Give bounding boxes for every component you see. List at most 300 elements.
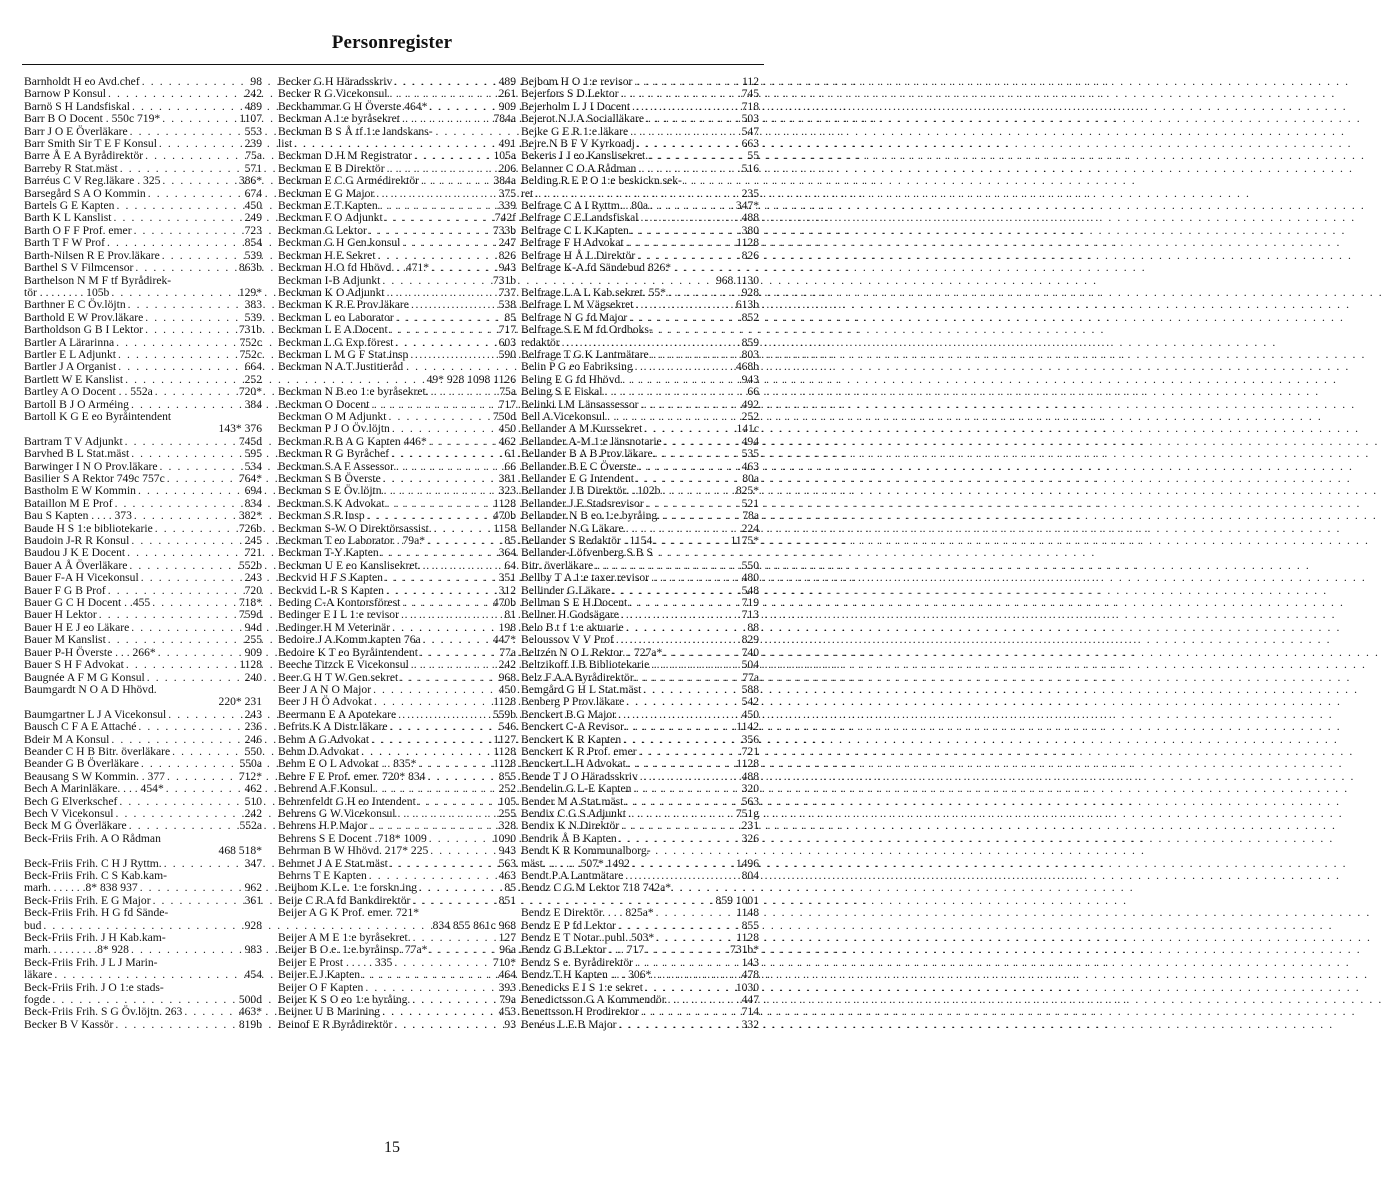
entry-pages: 731b <box>492 273 516 287</box>
dot-leader <box>650 150 745 162</box>
entry-name: Beckman F O Adjunkt <box>278 211 383 225</box>
entry-name: Bende T J O Häradsskriv <box>521 769 638 783</box>
dot-leader <box>419 882 502 894</box>
entry-name: Bejerot N J A Socialläkare <box>521 112 644 126</box>
entry-pages: 383 <box>244 298 262 312</box>
dot-leader <box>126 659 237 671</box>
dot-leader <box>362 969 497 981</box>
entry-name: Barr Smith Sir T E F Konsul <box>24 137 157 151</box>
entry-name: Bell A Vicekonsul <box>521 409 606 423</box>
entry-name: Bedoire K T eo Byråintendent <box>278 645 418 659</box>
dot-leader <box>392 423 497 435</box>
entry-name: Beckman E T Kapten <box>278 199 378 213</box>
dot-leader <box>646 944 728 956</box>
entry-pages: 909 <box>498 99 516 113</box>
entry-pages: 252 <box>741 409 759 423</box>
entry-name: Barre Å E A Byrådirektör <box>24 149 144 163</box>
entry-pages: 447* <box>492 633 516 647</box>
dot-leader <box>374 696 491 708</box>
entry-name: Beermann E A Apotekare <box>278 707 397 721</box>
entry-name: Beckman S E Öv.löjtn <box>278 484 382 498</box>
dot-leader <box>635 299 733 311</box>
entry-name: Beckman E C G Armédirektör <box>278 174 420 188</box>
entry-name: Bendelin G L-E Kapten <box>521 782 632 796</box>
entry-pages: 943 <box>498 261 516 275</box>
entry-pages: 943 <box>498 844 516 858</box>
entry-pages: 312 <box>498 583 516 597</box>
entry-pages: 726b <box>238 521 262 535</box>
entry-pages: 488 <box>741 769 759 783</box>
entry-pages: 503 <box>741 112 759 126</box>
entry-name: Beckman G Lektor <box>278 223 367 237</box>
register-entry <box>521 212 759 224</box>
entry-name: Belfrage K-A fd Sändebud 826* <box>521 261 672 275</box>
entry-name: Beckman E B Direktör <box>278 161 385 175</box>
register-entry <box>24 175 262 187</box>
entry-name: Barthold E W Prov.läkare <box>24 310 144 324</box>
entry-pages: 550 <box>244 744 262 758</box>
dot-leader <box>107 237 243 249</box>
entry-pages: 463 <box>741 459 759 473</box>
entry-pages: 382* <box>238 509 262 523</box>
entry-pages: 235 <box>741 186 759 200</box>
entry-name: Bausch C F A E Attaché <box>24 720 137 734</box>
entry-name: Bejerholm L J I Docent <box>521 99 631 113</box>
entry-pages: 819b <box>238 1017 262 1031</box>
entry-pages: 825* <box>735 484 759 498</box>
entry-name: Belfrage N G fd Major <box>521 310 628 324</box>
register-entry <box>24 262 262 274</box>
dot-leader <box>412 895 496 907</box>
entry-pages: 347* <box>735 199 759 213</box>
entry-pages: 752c <box>239 335 262 349</box>
dot-leader <box>164 858 243 870</box>
entry-name: Beling S E Fiskal <box>521 385 603 399</box>
entry-name: Bartels G E Kapten <box>24 199 115 213</box>
entry-name: Beckman L eo Laborator <box>278 310 394 324</box>
entry-pages: 826 <box>741 248 759 262</box>
entry-pages: 81 <box>504 608 516 622</box>
entry-name: bud <box>24 918 42 932</box>
entry-name: Beckman U E eo Kanslisekret. <box>278 558 421 572</box>
dot-leader <box>644 423 734 435</box>
register-entry <box>521 609 759 621</box>
register-entry <box>521 969 759 981</box>
entry-pages: 98 <box>250 75 262 88</box>
entry-name: Beije C R A fd Bankdirektör <box>278 893 411 907</box>
entry-name: Bellander S Redaktör . 1154 <box>521 534 653 548</box>
register-entry <box>24 758 262 770</box>
entry-name: Bedinger H M Veterinär <box>278 620 391 634</box>
entry-name: Benedicks E I S 1:e sekret <box>521 980 644 994</box>
register-column-3 <box>521 76 759 1031</box>
register-entry <box>521 882 759 894</box>
register-entry <box>521 547 759 559</box>
dot-leader <box>141 572 243 584</box>
entry-pages: 454 <box>244 968 262 982</box>
entry-pages: 364 <box>498 546 516 560</box>
entry-name: Beijer A G K Prof. emer. 721* <box>278 906 420 920</box>
dot-leader <box>421 175 491 187</box>
entry-name: Bartholdson G B I Lektor <box>24 323 144 337</box>
entry-name: Bastholm E W Kommin <box>24 484 136 498</box>
entry-name: list <box>278 137 293 151</box>
entry-pages: 712* <box>238 769 262 783</box>
entry-pages: 252 <box>498 782 516 796</box>
entry-name: Beckman I-B Adjunkt <box>278 273 381 287</box>
entry-pages: 539 <box>244 310 262 324</box>
dot-leader <box>662 485 733 497</box>
entry-name: Bech V Vicekonsul <box>24 806 114 820</box>
dot-leader <box>633 783 739 795</box>
entry-name: Belfrage T G K Lantmätare <box>521 347 649 361</box>
entry-name: Bellander E G Intendent <box>521 472 634 485</box>
entry-name: Beck M G Överläkare <box>24 819 127 833</box>
entry-pages: 521 <box>741 496 759 510</box>
dot-leader <box>655 448 740 460</box>
entry-name: Bellander N G Läkare <box>521 521 624 535</box>
entry-pages: 733b <box>492 223 516 237</box>
entry-name: redaktör <box>521 335 560 349</box>
entry-name: Beijer E J Kapten <box>278 968 361 982</box>
dot-leader <box>134 510 237 522</box>
entry-pages: 198 <box>498 620 516 634</box>
register-entry <box>278 882 516 894</box>
page-title: Personregister <box>331 32 453 53</box>
entry-pages: 750d <box>492 409 516 423</box>
entry-name: Bech G Elverkschef <box>24 794 118 808</box>
entry-pages: 803 <box>741 347 759 361</box>
entry-pages: 550 <box>741 558 759 572</box>
dot-leader <box>131 448 242 460</box>
entry-pages: 326 <box>741 831 759 845</box>
dot-leader <box>367 510 491 522</box>
entry-name: Bellner H Godsägare <box>521 608 619 622</box>
entry-name: Belanner C O A Rådman <box>521 161 637 175</box>
entry-name: Beckman T eo Laborator . 79a* <box>278 534 426 548</box>
entry-pages: 129* <box>238 285 262 299</box>
entry-name: marh. . . . . . . . .8* 928 <box>24 943 129 957</box>
dot-leader <box>381 547 497 559</box>
entry-name: Bartler A Lärarinna <box>24 335 115 349</box>
entry-name: Bedoire J A Komm.kapten 76a <box>278 633 421 647</box>
entry-pages: 61 <box>504 447 516 461</box>
dot-leader <box>155 386 237 398</box>
entry-name: Baumgardt N O A D Hhövd. <box>24 682 157 696</box>
register-entry <box>24 907 262 919</box>
header-rule <box>22 64 764 65</box>
register-entry <box>278 386 516 398</box>
register-entry <box>278 423 516 435</box>
register-entry <box>521 88 759 100</box>
entry-name: Beckman P J O Öv.löjtn <box>278 422 390 436</box>
entry-pages: 112 <box>742 75 759 88</box>
dot-leader <box>108 88 243 100</box>
register-entry <box>521 485 759 497</box>
dot-leader <box>140 882 243 894</box>
entry-name: Beck-Friis Frih. A O Rådman <box>24 831 161 845</box>
entry-name: Beinof E R Byrådirektör <box>278 1017 393 1031</box>
entry-name: Beckman S B Överste <box>278 472 381 485</box>
register-entry <box>278 845 516 857</box>
entry-pages: 347 <box>244 856 262 870</box>
entry-pages: 663 <box>741 137 759 151</box>
entry-pages: 563 <box>498 856 516 870</box>
entry-pages: 751g <box>735 806 759 820</box>
entry-name: Beltzikoff J B Bibliotekarie <box>521 658 650 672</box>
entry-name: Belfrage H Å L Direktör <box>521 248 636 262</box>
entry-pages: 717 <box>498 323 516 337</box>
entry-name: Baugnée A F M G Konsul <box>24 670 145 684</box>
entry-name: Bartlett W E Kanslist <box>24 372 124 386</box>
entry-pages: 88 <box>747 620 759 634</box>
dot-leader <box>411 659 497 671</box>
entry-name: Bitr. överläkare <box>521 558 594 572</box>
entry-name: mäst. . . . . . .507* 1492 <box>521 856 630 870</box>
register-entry <box>278 237 516 249</box>
entry-name: Belz F A A Byrådirektör <box>521 670 634 684</box>
register-entry <box>24 944 262 956</box>
register-entry <box>278 113 516 125</box>
entry-name: Belfrage C L K Kapten <box>521 223 629 237</box>
register-entry <box>278 634 516 646</box>
entry-pages: 242 <box>244 806 262 820</box>
entry-pages: 721 <box>741 744 759 758</box>
register-entry <box>521 820 759 832</box>
dot-leader <box>391 448 502 460</box>
entry-name: Bartley A O Docent . . 552a <box>24 385 153 399</box>
dot-leader <box>394 1019 502 1031</box>
entry-name: Behre F E Prof. emer. 720* 834 <box>278 769 426 783</box>
register-entry <box>24 324 262 336</box>
entry-name: Becker G H Häradsskriv <box>278 75 393 88</box>
entry-pages: 983 <box>244 943 262 957</box>
entry-name: Beckman S R Insp <box>278 509 365 523</box>
entry-pages: 75a <box>245 149 262 163</box>
register-entry <box>278 175 516 187</box>
register-entry <box>24 572 262 584</box>
entry-name: Benedictsson G A Kommendör <box>521 993 666 1007</box>
entry-pages: 93 <box>504 1017 516 1031</box>
entry-pages: 239 <box>244 137 262 151</box>
entry-pages: 804 <box>741 869 759 882</box>
entry-pages: 943 <box>741 372 759 386</box>
entry-name: Barth-Nilsen R E Prov.läkare <box>24 248 160 262</box>
entry-name: Beckman S K Advokat <box>278 496 385 510</box>
entry-pages: 731b* <box>730 943 759 957</box>
dot-leader <box>402 237 496 249</box>
dot-leader <box>616 634 740 646</box>
dot-leader <box>418 758 491 770</box>
entry-pages: 1107 <box>239 112 262 126</box>
register-entry <box>278 1019 516 1031</box>
register-entry <box>24 448 262 460</box>
entry-name: Bendz S e. Byrådirektör <box>521 955 634 969</box>
dot-leader <box>662 510 740 522</box>
dot-leader <box>127 547 243 559</box>
entry-pages: 328 <box>498 819 516 833</box>
entry-pages: 863b <box>238 261 262 275</box>
entry-name: Baumgartner L J A Vicekonsul <box>24 707 167 721</box>
entry-name: Beer J A N O Major <box>278 682 372 696</box>
entry-pages: 742f <box>494 211 516 225</box>
dot-leader <box>628 758 734 770</box>
dot-leader <box>423 634 491 646</box>
entry-name: Bdeir M A Konsul <box>24 732 110 746</box>
entry-name: Bendt K R Kommunalborg- <box>521 844 651 858</box>
entry-name: Beck-Friis Frih. J L J Marin- <box>24 955 158 969</box>
register-entry <box>24 609 262 621</box>
register-entry <box>521 907 759 919</box>
register-entry <box>278 1006 516 1018</box>
register-entry <box>521 783 759 795</box>
entry-pages: 242 <box>244 87 262 101</box>
dot-leader <box>385 572 497 584</box>
entry-pages: 75a <box>499 385 516 399</box>
entry-pages: 547 <box>741 124 759 138</box>
entry-name: Bauer H E J eo Läkare <box>24 620 130 634</box>
entry-name: Bauer F-A H Vicekonsul <box>24 571 139 585</box>
register-entry <box>24 361 262 373</box>
entry-pages: 470b <box>492 596 516 610</box>
entry-name: Baudou J K E Docent <box>24 546 126 560</box>
entry-name: Beck-Friis Frih. C H J Ryttm. <box>24 856 162 870</box>
entry-name: Beckman K O Adjunkt <box>278 285 385 299</box>
entry-name: Behm D Advokat <box>278 744 360 758</box>
register-entry <box>521 1006 759 1018</box>
entry-pages: 859 1001 <box>715 893 759 907</box>
entry-pages: 1175* <box>730 534 759 548</box>
entry-pages: 380 <box>741 223 759 237</box>
dot-leader <box>138 721 242 733</box>
dot-leader <box>651 659 739 671</box>
entry-name: Bendz E Direktör. . . . 825a* <box>521 906 654 920</box>
entry-name: Bauer F G B Prof <box>24 583 106 597</box>
register-entry <box>24 485 262 497</box>
entry-pages: 590 <box>498 347 516 361</box>
entry-pages: 552a <box>239 819 262 833</box>
register-entry <box>278 448 516 460</box>
entry-name: Beck-Friis Frih. J O 1:e stads- <box>24 980 164 994</box>
entry-name: Bartoll K G E eo Byråintendent <box>24 409 172 423</box>
entry-name: Bauer H Lektor <box>24 608 97 622</box>
dot-leader <box>131 944 243 956</box>
dot-leader <box>135 262 236 274</box>
entry-pages: 737 <box>498 285 516 299</box>
entry-pages: 740 <box>741 645 759 659</box>
entry-name: Bech A Marinläkare. . . . 454* <box>24 782 164 796</box>
entry-pages: 49* 928 1098 1126 <box>426 372 516 386</box>
register-entry <box>278 547 516 559</box>
entry-pages: 351 <box>498 571 516 585</box>
register-entry <box>278 324 516 336</box>
entry-pages: 723 <box>244 223 262 237</box>
entry-name: Beckman D H M Registrator <box>278 149 412 163</box>
entry-pages: 500d <box>238 993 262 1007</box>
dot-leader <box>410 349 496 361</box>
entry-name: Baudoin J-R R Konsul <box>24 534 130 548</box>
entry-name: Behrens G W Vicekonsul <box>278 806 396 820</box>
entry-name: Beijer K S O eo 1:e byråing. <box>278 993 411 1007</box>
entry-pages: 393 <box>498 980 516 994</box>
entry-pages: 77a <box>742 670 759 684</box>
entry-name: Bendix K N Direktör <box>521 819 620 833</box>
entry-pages: 664 <box>244 360 262 374</box>
entry-pages: 231 <box>741 819 759 833</box>
register-entry <box>278 758 516 770</box>
dot-leader <box>411 299 497 311</box>
entry-pages: 79a <box>499 993 516 1007</box>
entry-name: Belin P G eo Fabriksing <box>521 360 633 374</box>
entry-name: Barth K L Kanslist <box>24 211 112 225</box>
entry-pages: 714 <box>741 1005 759 1019</box>
entry-name: Bellander J B Direktör. . 102b <box>521 484 661 498</box>
entry-pages: 784a <box>493 112 516 126</box>
entry-name: Beckman N B eo 1:e byråsekret. <box>278 385 429 399</box>
entry-name: Bedinger E I L 1:e revisor <box>278 608 399 622</box>
entry-pages: 66 <box>504 459 516 473</box>
entry-name: Beck-Friis Frih. J H Kab.kam- <box>24 931 166 945</box>
entry-name: marh. . . . . . .8* 838 937 <box>24 881 138 895</box>
entry-pages: 759d <box>238 608 262 622</box>
entry-name: Barth T F W Prof <box>24 236 105 250</box>
entry-pages: 141c <box>736 422 759 436</box>
entry-name: Bemgård G H L Stat.mäst <box>521 682 642 696</box>
entry-pages: 962 <box>244 881 262 895</box>
entry-name: Becker B V Kassör <box>24 1017 114 1031</box>
entry-pages: 968 1130 <box>715 273 759 287</box>
entry-pages: 243 <box>244 571 262 585</box>
entry-pages: 535 <box>741 447 759 461</box>
entry-pages: 242 <box>498 658 516 672</box>
entry-name: Behrens S E Docent .718* 1009 <box>278 831 427 845</box>
entry-name: Beck-Friis Frih. E G Major <box>24 893 151 907</box>
register-column-1 <box>24 76 262 1031</box>
entry-pages: 1142 <box>736 720 759 734</box>
entry-name: Bauer M Kanslist <box>24 633 106 647</box>
entry-pages: 94d <box>244 620 262 634</box>
entry-name: Beckman R G Byråchef <box>278 447 390 461</box>
entry-name: Behrenfeldt G H eo Intendent <box>278 794 416 808</box>
entry-pages: 320 <box>741 782 759 796</box>
entry-name: Beling E G fd Hhövd <box>521 372 621 386</box>
dot-leader <box>162 113 237 125</box>
entry-pages: 588 <box>741 682 759 696</box>
entry-pages: 255 <box>244 633 262 647</box>
entry-pages: 494 <box>741 434 759 448</box>
dot-leader <box>635 361 734 373</box>
dot-leader <box>147 672 243 684</box>
dot-leader <box>430 845 496 857</box>
entry-pages: 488 <box>741 211 759 225</box>
entry-name: Beckman R B A G Kapten 446* <box>278 434 427 448</box>
register-entry <box>24 299 262 311</box>
entry-pages: 852 <box>741 310 759 324</box>
entry-name: Bellander A-M 1:e länsnotarie <box>521 434 662 448</box>
entry-name: Bellander N B eo 1:e byråing. <box>521 509 661 523</box>
entry-name: Beander G B Överläkare <box>24 757 139 771</box>
entry-pages: 1128 <box>493 496 516 510</box>
register-entry <box>24 721 262 733</box>
entry-pages: 1496 <box>735 856 759 870</box>
entry-pages: 553 <box>244 124 262 138</box>
entry-pages: 719 <box>741 596 759 610</box>
register-entry <box>521 721 759 733</box>
entry-name: Beckman K R E Prov.läkare <box>278 298 409 312</box>
register-entry <box>24 237 262 249</box>
entry-name: Barvhed B L Stat.mäst <box>24 447 130 461</box>
dot-leader <box>141 758 238 770</box>
